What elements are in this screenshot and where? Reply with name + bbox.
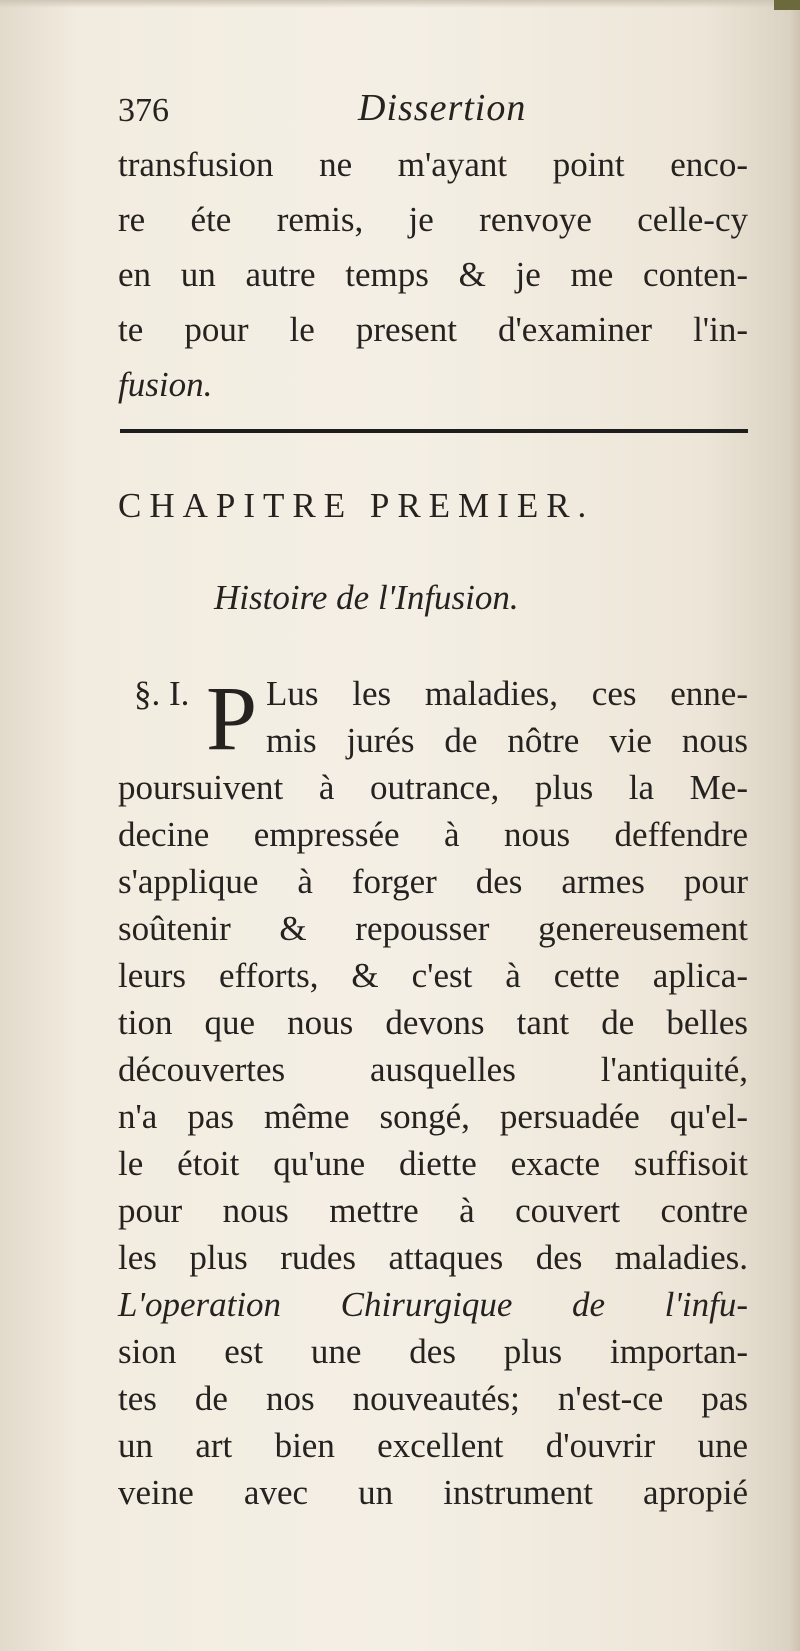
intro-text <box>118 137 748 412</box>
paragraph-line: tes de nos nouveautés; n'est-ce pas <box>118 1379 748 1418</box>
intro-line: re éte remis, je renvoye celle-cy <box>118 200 748 239</box>
intro-line: fusion. <box>118 365 213 404</box>
paragraph-line: s'applique à forger des armes pour <box>118 862 748 901</box>
chapter-rule <box>120 429 748 433</box>
paragraph-line: soûtenir & repousser genereusement <box>118 909 748 948</box>
page-header <box>118 82 738 138</box>
paragraph-line: découvertes ausquelles l'antiquité, <box>118 1050 748 1089</box>
paragraph-line: mis jurés de nôtre vie nous <box>266 721 748 760</box>
drop-cap: P <box>206 667 258 769</box>
paragraph-line: L'operation Chirurgique de l'infu- <box>118 1285 748 1324</box>
section-paragraph <box>118 667 748 1516</box>
paragraph-line: leurs efforts, & c'est à cette aplica- <box>118 956 748 995</box>
paragraph-line: n'a pas même songé, persuadée qu'el- <box>118 1097 748 1136</box>
section-title: Histoire de l'Infusion. <box>214 578 519 617</box>
paragraph-line: les plus rudes attaques des maladies. <box>118 1238 748 1277</box>
corner-color-mark <box>774 0 800 10</box>
paragraph-line: poursuivent à outrance, plus la Me- <box>118 768 748 807</box>
intro-line: en un autre temps & je me conten- <box>118 255 748 294</box>
paragraph-line: veine avec un instrument apropié <box>118 1473 748 1512</box>
intro-line: te pour le present d'examiner l'in- <box>118 310 748 349</box>
paragraph-line: un art bien excellent d'ouvrir une <box>118 1426 748 1465</box>
paragraph-line: pour nous mettre à couvert contre <box>118 1191 748 1230</box>
paragraph-line: Lus les maladies, ces enne- <box>266 674 748 713</box>
page-right-shadow <box>790 0 800 1651</box>
chapter-title: CHAPITRE PREMIER. <box>118 486 595 525</box>
paragraph-line: decine empressée à nous deffendre <box>118 815 748 854</box>
paragraph-opening <box>118 667 748 769</box>
paragraph-line: sion est une des plus importan- <box>118 1332 748 1371</box>
paragraph-line: le étoit qu'une diette exacte suffisoit <box>118 1144 748 1183</box>
running-title: Dissertion <box>358 87 527 129</box>
opening-lines <box>266 670 748 764</box>
section-number: §. I. <box>134 674 190 713</box>
intro-line: transfusion ne m'ayant point enco- <box>118 145 748 184</box>
page-top-shadow <box>0 0 800 8</box>
page-number: 376 <box>118 92 169 129</box>
paragraph-line: tion que nous devons tant de belles <box>118 1003 748 1042</box>
